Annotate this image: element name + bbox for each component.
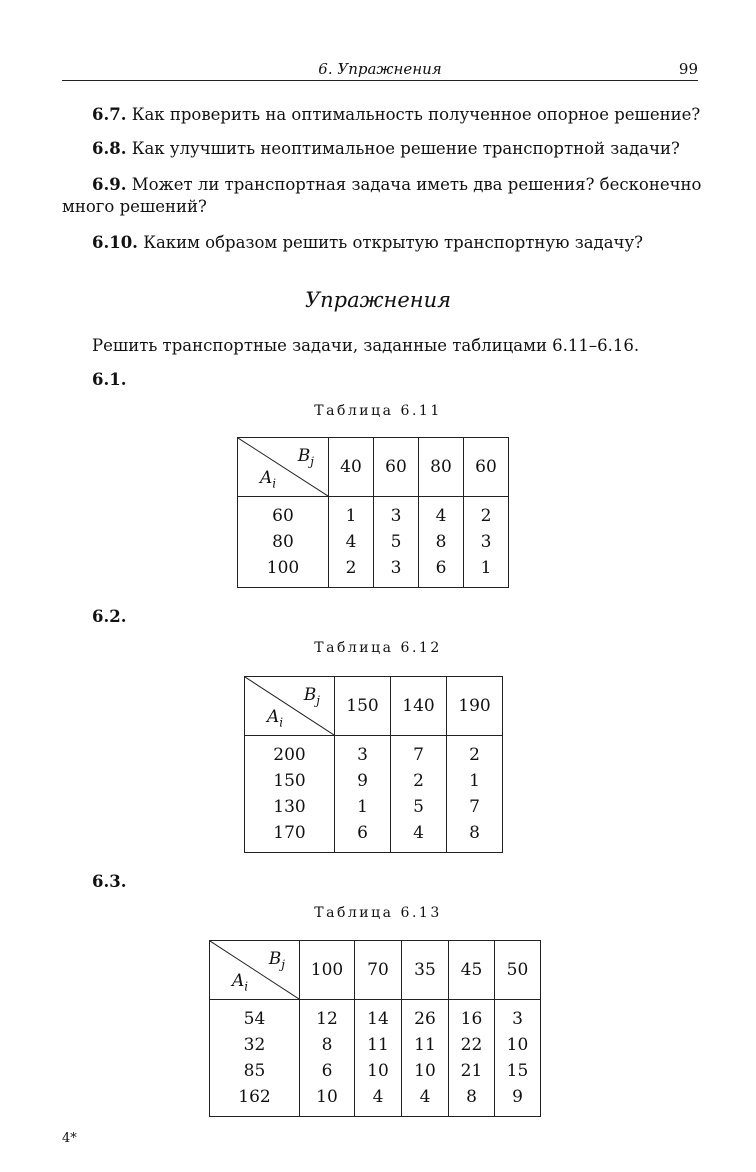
cost-cell: 6 [419, 555, 464, 588]
running-head-title: 6. Упражнения [318, 60, 442, 78]
corner-label-b: $B_j$ [268, 949, 285, 972]
cost-cell: 5 [391, 794, 447, 820]
cost-cell: 8 [449, 1084, 495, 1117]
question-6-8 [62, 138, 702, 160]
table-caption: Таблица 6.11 [314, 403, 442, 419]
question-6-10 [62, 232, 702, 254]
corner-label-a: $A_i$ [260, 467, 277, 490]
cost-cell: 9 [495, 1084, 541, 1117]
cost-cell: 3 [464, 529, 509, 555]
cost-cell: 7 [447, 794, 503, 820]
cost-cell: 15 [495, 1058, 541, 1084]
question-number: 6.8. [92, 139, 127, 158]
transport-table-6-12 [244, 676, 503, 853]
cost-cell: 3 [495, 1000, 541, 1033]
cost-cell: 7 [391, 736, 447, 769]
demand-cell: 70 [355, 941, 402, 1000]
cost-cell: 8 [419, 529, 464, 555]
demand-cell: 150 [335, 677, 391, 736]
cost-cell: 16 [449, 1000, 495, 1033]
cost-cell: 1 [464, 555, 509, 588]
demand-cell: 40 [329, 438, 374, 497]
table-row [210, 1032, 541, 1058]
question-number: 6.7. [92, 105, 127, 124]
cost-cell: 11 [355, 1032, 402, 1058]
supply-cell: 162 [210, 1084, 300, 1117]
cost-cell: 2 [329, 555, 374, 588]
cost-cell: 5 [374, 529, 419, 555]
corner-label-b: $B_j$ [297, 446, 314, 469]
transport-table-6-11 [237, 437, 509, 588]
exercise-number: 6.2. [92, 607, 127, 626]
running-head [62, 58, 698, 81]
cost-cell: 4 [419, 497, 464, 530]
cost-cell: 10 [495, 1032, 541, 1058]
exercise-number: 6.1. [92, 370, 127, 389]
supply-cell: 80 [238, 529, 329, 555]
corner-label-a: $A_i$ [267, 706, 284, 729]
table-row [245, 736, 503, 769]
signature-mark: 4* [62, 1131, 77, 1146]
cost-cell: 8 [447, 820, 503, 853]
cost-cell: 12 [300, 1000, 355, 1033]
cost-cell: 4 [391, 820, 447, 853]
table-row [245, 794, 503, 820]
diagonal-line [245, 677, 334, 735]
table-row [238, 529, 509, 555]
cost-cell: 10 [355, 1058, 402, 1084]
question-6-7 [62, 104, 702, 126]
cost-cell: 9 [335, 768, 391, 794]
supply-cell: 170 [245, 820, 335, 853]
cost-cell: 8 [300, 1032, 355, 1058]
cost-cell: 22 [449, 1032, 495, 1058]
section-title: Упражнения [304, 288, 452, 312]
cost-cell: 3 [374, 497, 419, 530]
diagonal-line [210, 941, 299, 999]
cost-cell: 4 [355, 1084, 402, 1117]
question-text: Может ли транспортная задача иметь два решения? бесконечно [131, 175, 702, 194]
supply-cell: 54 [210, 1000, 300, 1033]
demand-cell: 80 [419, 438, 464, 497]
question-number: 6.9. [92, 175, 127, 194]
demand-cell: 60 [374, 438, 419, 497]
question-text: Каким образом решить открытую транспортную задачу? [143, 233, 643, 252]
cost-cell: 3 [374, 555, 419, 588]
question-6-9 [62, 174, 702, 218]
table-caption: Таблица 6.12 [314, 640, 442, 656]
supply-cell: 150 [245, 768, 335, 794]
supply-cell: 200 [245, 736, 335, 769]
demand-cell: 35 [402, 941, 449, 1000]
table-row [210, 1058, 541, 1084]
demand-cell: 190 [447, 677, 503, 736]
table-caption: Таблица 6.13 [314, 905, 442, 921]
cost-cell: 6 [300, 1058, 355, 1084]
supply-cell: 32 [210, 1032, 300, 1058]
question-text: Как улучшить неоптимальное решение транспортной задачи? [131, 139, 680, 158]
cost-cell: 1 [447, 768, 503, 794]
cost-cell: 26 [402, 1000, 449, 1033]
cost-cell: 1 [329, 497, 374, 530]
question-text: Как проверить на оптимальность полученное опорное решение? [131, 105, 701, 124]
corner-label-a: $A_i$ [232, 970, 249, 993]
corner-label-b: $B_j$ [303, 685, 320, 708]
cost-cell: 21 [449, 1058, 495, 1084]
demand-cell: 60 [464, 438, 509, 497]
table-row [210, 1084, 541, 1117]
cost-cell: 2 [464, 497, 509, 530]
cost-cell: 2 [391, 768, 447, 794]
cost-cell: 10 [402, 1058, 449, 1084]
exercises-intro: Решить транспортные задачи, заданные таблицами 6.11–6.16. [92, 336, 640, 355]
table-row [238, 555, 509, 588]
diagonal-line [238, 438, 328, 496]
cost-cell: 3 [335, 736, 391, 769]
cost-cell: 6 [335, 820, 391, 853]
cost-cell: 11 [402, 1032, 449, 1058]
table-row [210, 1000, 541, 1033]
transport-table-6-13 [209, 940, 541, 1117]
cost-cell: 10 [300, 1084, 355, 1117]
table-corner-cell [245, 677, 335, 736]
supply-cell: 100 [238, 555, 329, 588]
supply-cell: 60 [238, 497, 329, 530]
cost-cell: 4 [402, 1084, 449, 1117]
cost-cell: 14 [355, 1000, 402, 1033]
table-row [245, 768, 503, 794]
supply-cell: 130 [245, 794, 335, 820]
demand-cell: 50 [495, 941, 541, 1000]
supply-cell: 85 [210, 1058, 300, 1084]
table-corner-cell [210, 941, 300, 1000]
page-number: 99 [678, 60, 698, 78]
question-number: 6.10. [92, 233, 138, 252]
exercise-number: 6.3. [92, 872, 127, 891]
cost-cell: 1 [335, 794, 391, 820]
cost-cell: 2 [447, 736, 503, 769]
cost-cell: 4 [329, 529, 374, 555]
table-row [238, 497, 509, 530]
demand-cell: 100 [300, 941, 355, 1000]
question-text-continued: много решений? [62, 197, 207, 216]
table-row [245, 820, 503, 853]
demand-cell: 45 [449, 941, 495, 1000]
demand-cell: 140 [391, 677, 447, 736]
table-corner-cell [238, 438, 329, 497]
